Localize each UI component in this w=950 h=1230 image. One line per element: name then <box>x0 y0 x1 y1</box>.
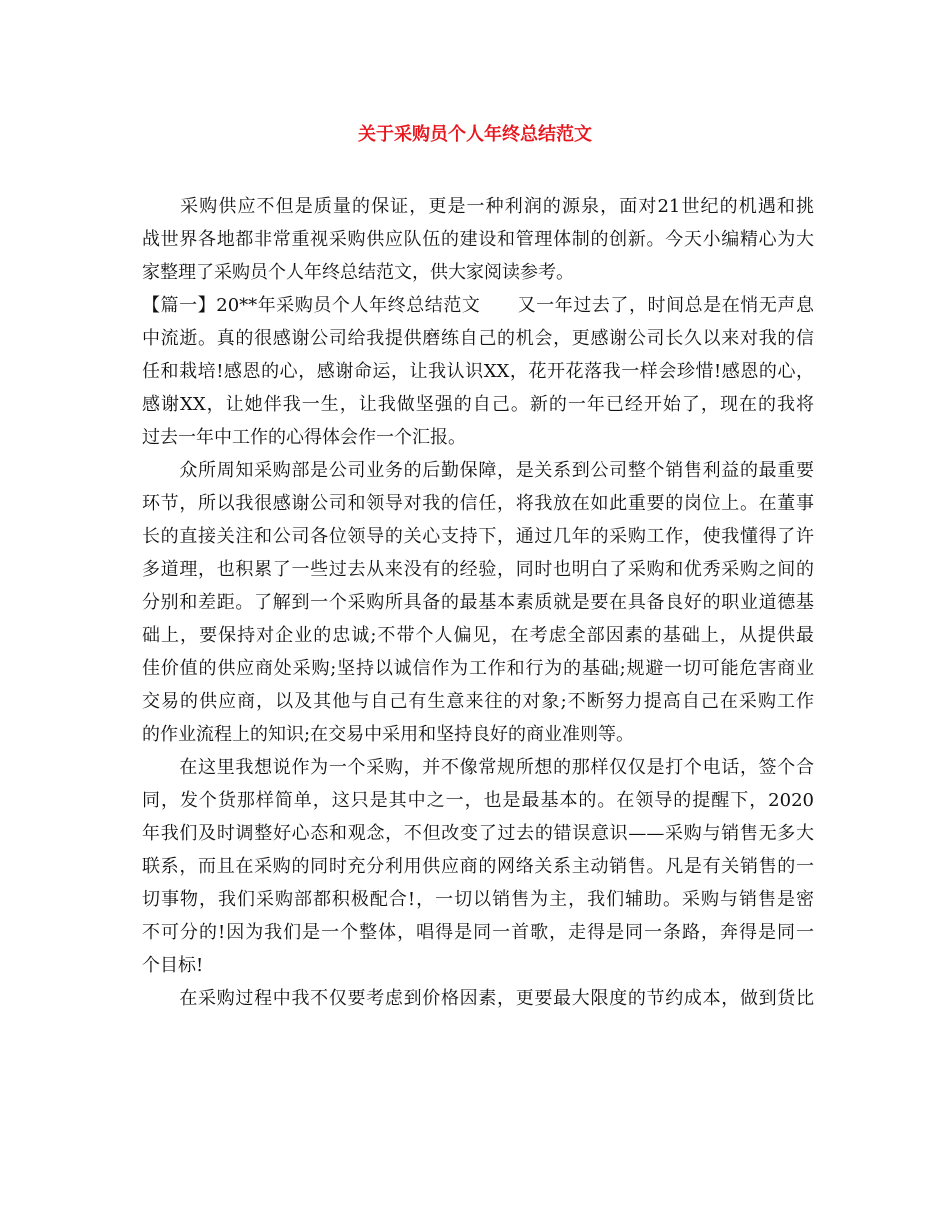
body-line: 长的直接关注和公司各位领导的关心支持下，通过几年的采购工作，使我懂得了许 <box>142 526 814 547</box>
body-line: 众所周知采购部是公司业务的后勤保障，是关系到公司整个销售利益的最重要 <box>142 460 814 481</box>
body-line: 础上，要保持对企业的忠诚;不带个人偏见，在考虑全部因素的基础上，从提供最 <box>142 625 814 646</box>
body-line: 中流逝。真的很感谢公司给我提供磨练自己的机会，更感谢公司长久以来对我的信 <box>142 328 814 349</box>
body-line: 【篇一】20**年采购员个人年终总结范文 又一年过去了，时间总是在悄无声息 <box>142 295 814 316</box>
body-line: 切事物，我们采购部都积极配合!，一切以销售为主，我们辅助。采购与销售是密 <box>142 889 814 910</box>
body-line: 年我们及时调整好心态和观念，不但改变了过去的错误意识——采购与销售无多大 <box>142 823 814 844</box>
body-line: 家整理了采购员个人年终总结范文，供大家阅读参考。 <box>142 262 574 283</box>
body-line: 分别和差距。了解到一个采购所具备的最基本素质就是要在具备良好的职业道德基 <box>142 592 814 613</box>
body-line: 的作业流程上的知识;在交易中采用和坚持良好的商业准则等。 <box>142 724 635 745</box>
body-line: 感谢XX，让她伴我一生，让我做坚强的自己。新的一年已经开始了，现在的我将 <box>142 394 814 415</box>
body-line: 多道理，也积累了一些过去从来没有的经验，同时也明白了采购和优秀采购之间的 <box>142 559 814 580</box>
body-line: 交易的供应商，以及其他与自己有生意来往的对象;不断努力提高自己在采购工作 <box>142 691 814 712</box>
body-line: 过去一年中工作的心得体会作一个汇报。 <box>142 427 466 448</box>
body-line: 环节，所以我很感谢公司和领导对我的信任，将我放在如此重要的岗位上。在董事 <box>142 493 814 514</box>
body-line: 同，发个货那样简单，这只是其中之一，也是最基本的。在领导的提醒下，2020 <box>142 790 814 811</box>
body-line: 采购供应不但是质量的保证，更是一种利润的源泉，面对21世纪的机遇和挑 <box>142 196 814 217</box>
body-line: 不可分的!因为我们是一个整体，唱得是同一首歌，走得是同一条路，奔得是同一 <box>142 922 814 943</box>
body-line: 在这里我想说作为一个采购，并不像常规所想的那样仅仅是打个电话，签个合 <box>142 757 814 778</box>
body-line: 联系，而且在采购的同时充分利用供应商的网络关系主动销售。凡是有关销售的一 <box>142 856 814 877</box>
body-line: 任和栽培!感恩的心，感谢命运，让我认识XX，花开花落我一样会珍惜!感恩的心， <box>142 361 814 382</box>
body-line: 个目标! <box>142 955 204 976</box>
body-line: 佳价值的供应商处采购;坚持以诚信作为工作和行为的基础;规避一切可能危害商业 <box>142 658 814 679</box>
document-body <box>142 190 814 1015</box>
body-line: 在采购过程中我不仅要考虑到价格因素，更要最大限度的节约成本，做到货比 <box>142 988 814 1009</box>
document-title: 关于采购员个人年终总结范文 <box>358 124 592 145</box>
body-line: 战世界各地都非常重视采购供应队伍的建设和管理体制的创新。今天小编精心为大 <box>142 229 814 250</box>
